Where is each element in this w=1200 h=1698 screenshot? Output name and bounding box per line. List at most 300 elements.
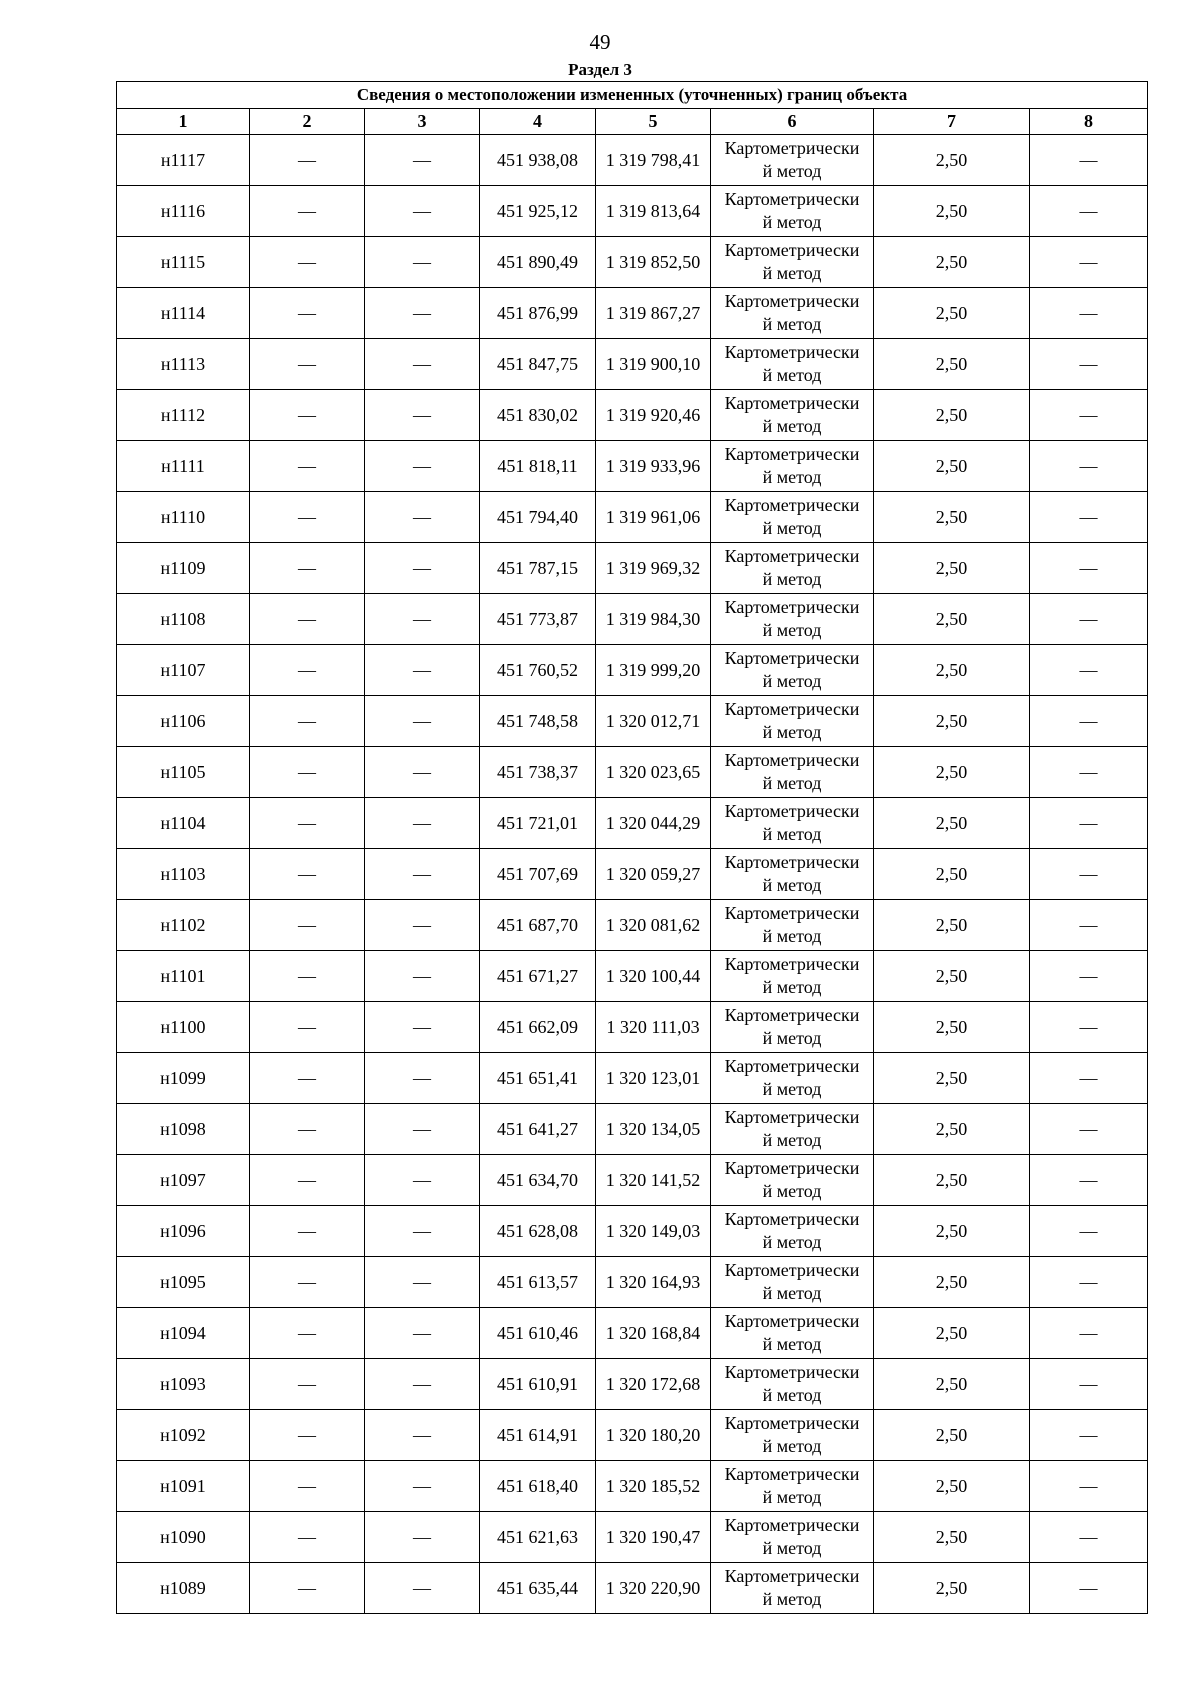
y-coordinate-cell: 1 319 867,27 [596, 288, 711, 339]
column-3-cell: — [365, 1512, 480, 1563]
method-text-line1: Картометрически [724, 1566, 860, 1586]
accuracy-cell: 2,50 [874, 696, 1030, 747]
column-2-cell: — [250, 645, 365, 696]
column-3-cell: — [365, 594, 480, 645]
method-text-line1: Картометрически [724, 699, 860, 719]
table-row [117, 543, 1148, 594]
y-coordinate-cell: 1 319 961,06 [596, 492, 711, 543]
table-row [117, 1002, 1148, 1053]
column-8-cell: — [1030, 390, 1148, 441]
point-id-cell: н1097 [117, 1155, 250, 1206]
accuracy-cell: 2,50 [874, 1410, 1030, 1461]
accuracy-cell: 2,50 [874, 492, 1030, 543]
point-id-cell: н1115 [117, 237, 250, 288]
point-id-cell: н1109 [117, 543, 250, 594]
method-cell [711, 747, 874, 798]
method-text-line1: Картометрически [724, 495, 860, 515]
table-row [117, 492, 1148, 543]
column-2-cell: — [250, 951, 365, 1002]
method-text-line2: й метод [762, 1538, 822, 1558]
y-coordinate-cell: 1 320 111,03 [596, 1002, 711, 1053]
method-text-line1: Картометрически [724, 648, 860, 668]
column-8-cell: — [1030, 1053, 1148, 1104]
point-id-cell: н1106 [117, 696, 250, 747]
y-coordinate-cell: 1 320 185,52 [596, 1461, 711, 1512]
method-text-line2: й метод [762, 518, 822, 538]
column-8-cell: — [1030, 696, 1148, 747]
method-text-line2: й метод [762, 773, 822, 793]
column-8-cell: — [1030, 1410, 1148, 1461]
column-3-cell: — [365, 1206, 480, 1257]
method-cell [711, 645, 874, 696]
x-coordinate-cell: 451 787,15 [480, 543, 596, 594]
method-cell [711, 1257, 874, 1308]
y-coordinate-cell: 1 320 023,65 [596, 747, 711, 798]
column-3-cell: — [365, 543, 480, 594]
column-8-cell: — [1030, 900, 1148, 951]
method-text-line1: Картометрически [724, 1056, 860, 1076]
method-cell [711, 696, 874, 747]
method-text-line2: й метод [762, 977, 822, 997]
point-id-cell: н1107 [117, 645, 250, 696]
column-3-cell: — [365, 1308, 480, 1359]
column-number: 3 [365, 109, 480, 135]
column-3-cell: — [365, 1461, 480, 1512]
accuracy-cell: 2,50 [874, 1308, 1030, 1359]
table-row [117, 849, 1148, 900]
column-number: 5 [596, 109, 711, 135]
table-body [117, 135, 1148, 1614]
method-text-line2: й метод [762, 263, 822, 283]
column-number-row [117, 109, 1148, 135]
accuracy-cell: 2,50 [874, 1002, 1030, 1053]
method-text-line2: й метод [762, 875, 822, 895]
x-coordinate-cell: 451 925,12 [480, 186, 596, 237]
column-3-cell: — [365, 339, 480, 390]
y-coordinate-cell: 1 319 920,46 [596, 390, 711, 441]
column-number: 6 [711, 109, 874, 135]
point-id-cell: н1098 [117, 1104, 250, 1155]
method-text-line2: й метод [762, 467, 822, 487]
accuracy-cell: 2,50 [874, 186, 1030, 237]
method-text-line1: Картометрически [724, 1209, 860, 1229]
x-coordinate-cell: 451 610,46 [480, 1308, 596, 1359]
method-cell [711, 288, 874, 339]
accuracy-cell: 2,50 [874, 543, 1030, 594]
column-8-cell: — [1030, 849, 1148, 900]
column-3-cell: — [365, 900, 480, 951]
y-coordinate-cell: 1 320 044,29 [596, 798, 711, 849]
method-text-line2: й метод [762, 1385, 822, 1405]
column-8-cell: — [1030, 1002, 1148, 1053]
method-text-line2: й метод [762, 926, 822, 946]
column-3-cell: — [365, 1053, 480, 1104]
method-cell [711, 900, 874, 951]
method-text-line2: й метод [762, 1436, 822, 1456]
accuracy-cell: 2,50 [874, 1359, 1030, 1410]
method-cell [711, 951, 874, 1002]
column-3-cell: — [365, 1257, 480, 1308]
method-text-line2: й метод [762, 1130, 822, 1150]
point-id-cell: н1104 [117, 798, 250, 849]
column-2-cell: — [250, 1563, 365, 1614]
y-coordinate-cell: 1 320 168,84 [596, 1308, 711, 1359]
y-coordinate-cell: 1 319 933,96 [596, 441, 711, 492]
method-cell [711, 1359, 874, 1410]
column-8-cell: — [1030, 747, 1148, 798]
x-coordinate-cell: 451 635,44 [480, 1563, 596, 1614]
point-id-cell: н1095 [117, 1257, 250, 1308]
method-text-line2: й метод [762, 824, 822, 844]
column-number: 1 [117, 109, 250, 135]
point-id-cell: н1108 [117, 594, 250, 645]
table-row [117, 288, 1148, 339]
table-row [117, 1104, 1148, 1155]
column-2-cell: — [250, 288, 365, 339]
x-coordinate-cell: 451 641,27 [480, 1104, 596, 1155]
column-8-cell: — [1030, 645, 1148, 696]
method-text-line1: Картометрически [724, 1107, 860, 1127]
method-text-line1: Картометрически [724, 291, 860, 311]
point-id-cell: н1113 [117, 339, 250, 390]
y-coordinate-cell: 1 320 123,01 [596, 1053, 711, 1104]
column-2-cell: — [250, 1002, 365, 1053]
x-coordinate-cell: 451 621,63 [480, 1512, 596, 1563]
y-coordinate-cell: 1 320 012,71 [596, 696, 711, 747]
column-3-cell: — [365, 390, 480, 441]
accuracy-cell: 2,50 [874, 594, 1030, 645]
y-coordinate-cell: 1 320 134,05 [596, 1104, 711, 1155]
y-coordinate-cell: 1 320 149,03 [596, 1206, 711, 1257]
column-8-cell: — [1030, 1206, 1148, 1257]
table-row [117, 237, 1148, 288]
accuracy-cell: 2,50 [874, 1257, 1030, 1308]
y-coordinate-cell: 1 319 999,20 [596, 645, 711, 696]
table-caption: Сведения о местоположении измененных (уточненных) границ объекта [117, 82, 1148, 109]
table-row [117, 1308, 1148, 1359]
x-coordinate-cell: 451 634,70 [480, 1155, 596, 1206]
point-id-cell: н1100 [117, 1002, 250, 1053]
method-text-line1: Картометрически [724, 852, 860, 872]
column-2-cell: — [250, 492, 365, 543]
point-id-cell: н1091 [117, 1461, 250, 1512]
table-row [117, 1563, 1148, 1614]
y-coordinate-cell: 1 320 172,68 [596, 1359, 711, 1410]
column-8-cell: — [1030, 543, 1148, 594]
column-2-cell: — [250, 900, 365, 951]
method-cell [711, 798, 874, 849]
column-3-cell: — [365, 186, 480, 237]
method-text-line1: Картометрически [724, 750, 860, 770]
point-id-cell: н1117 [117, 135, 250, 186]
point-id-cell: н1112 [117, 390, 250, 441]
x-coordinate-cell: 451 890,49 [480, 237, 596, 288]
column-3-cell: — [365, 1410, 480, 1461]
column-number: 8 [1030, 109, 1148, 135]
table-row [117, 1512, 1148, 1563]
accuracy-cell: 2,50 [874, 441, 1030, 492]
column-8-cell: — [1030, 1359, 1148, 1410]
method-text-line2: й метод [762, 1232, 822, 1252]
table-row [117, 798, 1148, 849]
column-8-cell: — [1030, 951, 1148, 1002]
point-id-cell: н1110 [117, 492, 250, 543]
point-id-cell: н1116 [117, 186, 250, 237]
method-cell [711, 1410, 874, 1461]
table-row [117, 1257, 1148, 1308]
accuracy-cell: 2,50 [874, 390, 1030, 441]
x-coordinate-cell: 451 938,08 [480, 135, 596, 186]
point-id-cell: н1111 [117, 441, 250, 492]
y-coordinate-cell: 1 319 969,32 [596, 543, 711, 594]
method-text-line1: Картометрически [724, 954, 860, 974]
x-coordinate-cell: 451 847,75 [480, 339, 596, 390]
table-row [117, 390, 1148, 441]
column-2-cell: — [250, 1512, 365, 1563]
accuracy-cell: 2,50 [874, 1563, 1030, 1614]
method-text-line2: й метод [762, 212, 822, 232]
method-cell [711, 1461, 874, 1512]
table-row [117, 1053, 1148, 1104]
method-text-line2: й метод [762, 1283, 822, 1303]
method-text-line1: Картометрически [724, 342, 860, 362]
column-2-cell: — [250, 1053, 365, 1104]
method-cell [711, 237, 874, 288]
x-coordinate-cell: 451 618,40 [480, 1461, 596, 1512]
y-coordinate-cell: 1 320 081,62 [596, 900, 711, 951]
column-2-cell: — [250, 696, 365, 747]
method-text-line2: й метод [762, 1028, 822, 1048]
method-text-line2: й метод [762, 416, 822, 436]
column-3-cell: — [365, 1359, 480, 1410]
x-coordinate-cell: 451 760,52 [480, 645, 596, 696]
column-8-cell: — [1030, 1512, 1148, 1563]
method-text-line2: й метод [762, 1487, 822, 1507]
accuracy-cell: 2,50 [874, 1104, 1030, 1155]
x-coordinate-cell: 451 610,91 [480, 1359, 596, 1410]
column-3-cell: — [365, 492, 480, 543]
table-row [117, 747, 1148, 798]
method-text-line1: Картометрически [724, 1362, 860, 1382]
table-row [117, 1461, 1148, 1512]
method-text-line2: й метод [762, 722, 822, 742]
method-text-line1: Картометрически [724, 1515, 860, 1535]
column-3-cell: — [365, 1002, 480, 1053]
point-id-cell: н1089 [117, 1563, 250, 1614]
accuracy-cell: 2,50 [874, 339, 1030, 390]
method-text-line1: Картометрически [724, 189, 860, 209]
point-id-cell: н1102 [117, 900, 250, 951]
column-8-cell: — [1030, 1308, 1148, 1359]
x-coordinate-cell: 451 687,70 [480, 900, 596, 951]
column-2-cell: — [250, 441, 365, 492]
column-2-cell: — [250, 390, 365, 441]
column-number: 2 [250, 109, 365, 135]
accuracy-cell: 2,50 [874, 1053, 1030, 1104]
point-id-cell: н1092 [117, 1410, 250, 1461]
column-2-cell: — [250, 1104, 365, 1155]
column-2-cell: — [250, 186, 365, 237]
method-text-line2: й метод [762, 1181, 822, 1201]
method-text-line1: Картометрически [724, 801, 860, 821]
column-2-cell: — [250, 849, 365, 900]
method-text-line2: й метод [762, 1589, 822, 1609]
table-row [117, 696, 1148, 747]
x-coordinate-cell: 451 830,02 [480, 390, 596, 441]
method-cell [711, 1206, 874, 1257]
accuracy-cell: 2,50 [874, 1512, 1030, 1563]
method-cell [711, 390, 874, 441]
y-coordinate-cell: 1 320 180,20 [596, 1410, 711, 1461]
column-2-cell: — [250, 135, 365, 186]
column-2-cell: — [250, 1359, 365, 1410]
accuracy-cell: 2,50 [874, 849, 1030, 900]
method-text-line2: й метод [762, 365, 822, 385]
method-text-line1: Картометрически [724, 240, 860, 260]
y-coordinate-cell: 1 319 813,64 [596, 186, 711, 237]
column-2-cell: — [250, 1206, 365, 1257]
method-text-line2: й метод [762, 1334, 822, 1354]
accuracy-cell: 2,50 [874, 288, 1030, 339]
accuracy-cell: 2,50 [874, 237, 1030, 288]
column-8-cell: — [1030, 441, 1148, 492]
x-coordinate-cell: 451 651,41 [480, 1053, 596, 1104]
column-8-cell: — [1030, 339, 1148, 390]
accuracy-cell: 2,50 [874, 645, 1030, 696]
column-2-cell: — [250, 1410, 365, 1461]
column-3-cell: — [365, 849, 480, 900]
accuracy-cell: 2,50 [874, 135, 1030, 186]
y-coordinate-cell: 1 320 059,27 [596, 849, 711, 900]
method-text-line1: Картометрически [724, 597, 860, 617]
column-8-cell: — [1030, 1155, 1148, 1206]
accuracy-cell: 2,50 [874, 747, 1030, 798]
column-3-cell: — [365, 696, 480, 747]
column-8-cell: — [1030, 135, 1148, 186]
accuracy-cell: 2,50 [874, 798, 1030, 849]
column-2-cell: — [250, 237, 365, 288]
method-text-line1: Картометрически [724, 1464, 860, 1484]
accuracy-cell: 2,50 [874, 900, 1030, 951]
x-coordinate-cell: 451 628,08 [480, 1206, 596, 1257]
method-cell [711, 1512, 874, 1563]
method-cell [711, 441, 874, 492]
method-cell [711, 339, 874, 390]
table-row [117, 1410, 1148, 1461]
table-row [117, 1206, 1148, 1257]
method-cell [711, 1308, 874, 1359]
method-text-line2: й метод [762, 314, 822, 334]
x-coordinate-cell: 451 738,37 [480, 747, 596, 798]
x-coordinate-cell: 451 794,40 [480, 492, 596, 543]
x-coordinate-cell: 451 662,09 [480, 1002, 596, 1053]
y-coordinate-cell: 1 319 900,10 [596, 339, 711, 390]
point-id-cell: н1099 [117, 1053, 250, 1104]
method-cell [711, 492, 874, 543]
point-id-cell: н1090 [117, 1512, 250, 1563]
method-cell [711, 849, 874, 900]
method-text-line1: Картометрически [724, 393, 860, 413]
y-coordinate-cell: 1 319 984,30 [596, 594, 711, 645]
x-coordinate-cell: 451 707,69 [480, 849, 596, 900]
method-text-line2: й метод [762, 620, 822, 640]
x-coordinate-cell: 451 876,99 [480, 288, 596, 339]
point-id-cell: н1101 [117, 951, 250, 1002]
column-2-cell: — [250, 339, 365, 390]
point-id-cell: н1093 [117, 1359, 250, 1410]
table-row [117, 135, 1148, 186]
x-coordinate-cell: 451 818,11 [480, 441, 596, 492]
y-coordinate-cell: 1 320 220,90 [596, 1563, 711, 1614]
point-id-cell: н1096 [117, 1206, 250, 1257]
column-3-cell: — [365, 135, 480, 186]
method-text-line1: Картометрически [724, 444, 860, 464]
column-3-cell: — [365, 441, 480, 492]
point-id-cell: н1103 [117, 849, 250, 900]
x-coordinate-cell: 451 614,91 [480, 1410, 596, 1461]
y-coordinate-cell: 1 319 852,50 [596, 237, 711, 288]
column-3-cell: — [365, 747, 480, 798]
column-2-cell: — [250, 594, 365, 645]
column-2-cell: — [250, 543, 365, 594]
table-row [117, 1359, 1148, 1410]
table-row [117, 645, 1148, 696]
method-cell [711, 1053, 874, 1104]
column-3-cell: — [365, 951, 480, 1002]
column-3-cell: — [365, 288, 480, 339]
table-row [117, 1155, 1148, 1206]
accuracy-cell: 2,50 [874, 951, 1030, 1002]
method-text-line1: Картометрически [724, 1005, 860, 1025]
method-text-line2: й метод [762, 161, 822, 181]
method-cell [711, 1002, 874, 1053]
method-cell [711, 1155, 874, 1206]
method-text-line2: й метод [762, 569, 822, 589]
method-cell [711, 135, 874, 186]
column-3-cell: — [365, 645, 480, 696]
column-8-cell: — [1030, 798, 1148, 849]
accuracy-cell: 2,50 [874, 1206, 1030, 1257]
column-8-cell: — [1030, 1257, 1148, 1308]
y-coordinate-cell: 1 319 798,41 [596, 135, 711, 186]
accuracy-cell: 2,50 [874, 1155, 1030, 1206]
column-2-cell: — [250, 1257, 365, 1308]
column-8-cell: — [1030, 492, 1148, 543]
column-3-cell: — [365, 1155, 480, 1206]
column-2-cell: — [250, 1155, 365, 1206]
method-cell [711, 594, 874, 645]
column-3-cell: — [365, 798, 480, 849]
table-row [117, 594, 1148, 645]
method-cell [711, 186, 874, 237]
x-coordinate-cell: 451 721,01 [480, 798, 596, 849]
section-title: Раздел 3 [568, 60, 632, 79]
column-2-cell: — [250, 798, 365, 849]
table-row [117, 339, 1148, 390]
method-text-line1: Картометрически [724, 546, 860, 566]
method-text-line1: Картометрически [724, 1158, 860, 1178]
column-2-cell: — [250, 1461, 365, 1512]
method-text-line2: й метод [762, 671, 822, 691]
x-coordinate-cell: 451 773,87 [480, 594, 596, 645]
column-8-cell: — [1030, 594, 1148, 645]
method-cell [711, 1563, 874, 1614]
point-id-cell: н1105 [117, 747, 250, 798]
x-coordinate-cell: 451 748,58 [480, 696, 596, 747]
column-8-cell: — [1030, 1461, 1148, 1512]
point-id-cell: н1114 [117, 288, 250, 339]
method-text-line1: Картометрически [724, 903, 860, 923]
